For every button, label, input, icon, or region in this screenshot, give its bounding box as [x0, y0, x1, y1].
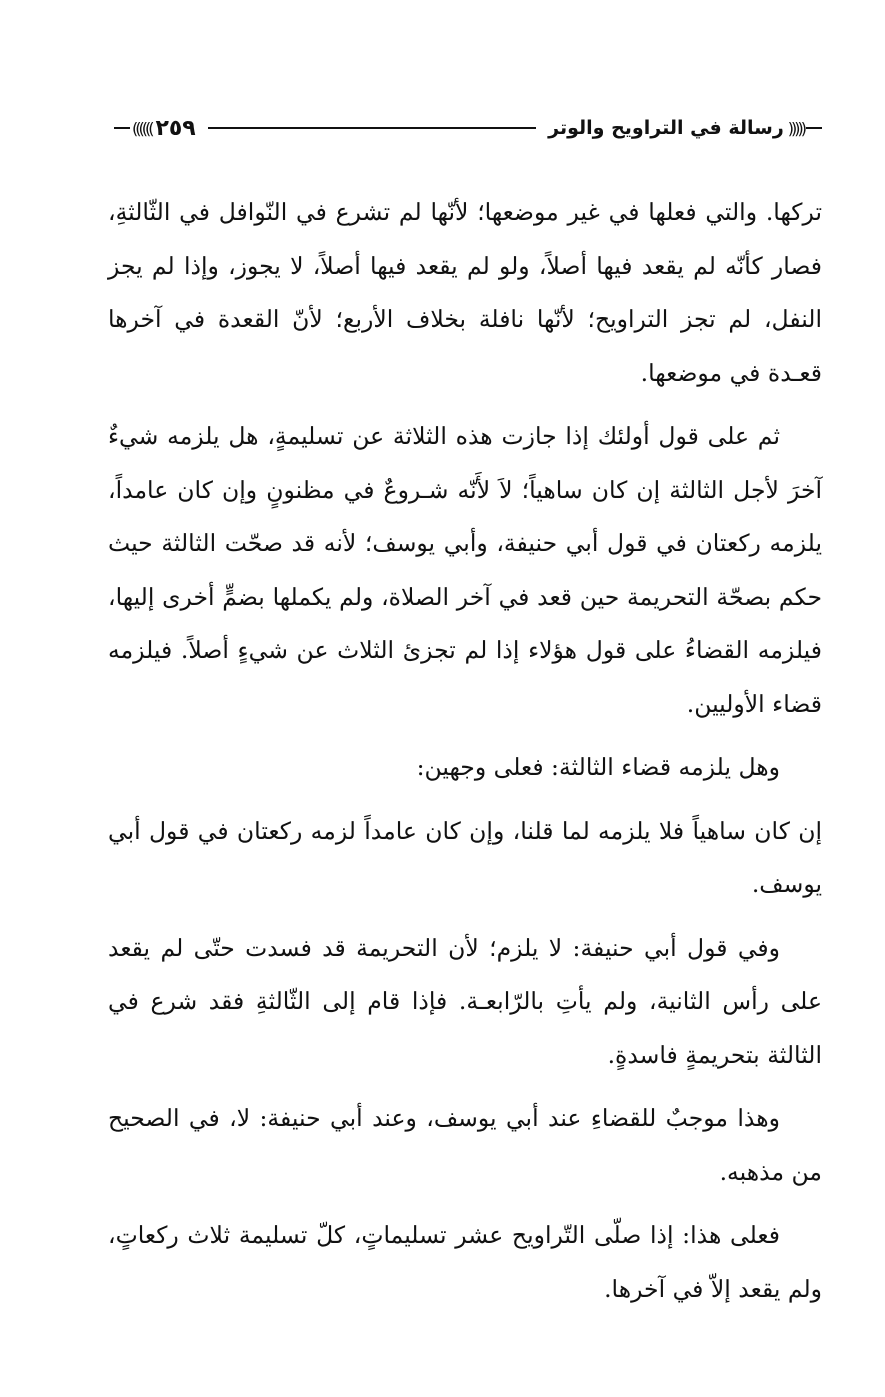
paragraph: إن كان ساهياً فلا يلزمه لما قلنا، وإن كان عامداً لزمه ركعتان في قول أبي يوسف.: [108, 816, 822, 898]
header-title: رسالة في التراويح والوتر: [548, 117, 784, 139]
paragraph: فعلى هذا: إذا صلّى التّراويح عشر تسليماتٍ، كلّ تسليمة ثلاث ركعاتٍ، ولم يقعد إلاّ في آخرها.: [108, 1221, 822, 1303]
header-rule: [208, 127, 536, 129]
header-ornament-left: )))))): [112, 119, 151, 138]
paragraph: تركها. والتي فعلها في غير موضعها؛ لأنّها لم تشرع في النّوافل في الثّالثةِ، فصار كأنّه لم يقعد فيها أصلاً، ولو لم يقعد فيها أصلاً، لا يجوز، وإذا لم يجز النفل، لم تجز التراويح؛ لأنّها نافلة بخلاف الأربع؛ لأنّ القعدة في آخرها قعـدة في موضعها.: [108, 198, 822, 387]
paragraph: ثم على قول أولئك إذا جازت هذه الثلاثة عن تسليمةٍ، هل يلزمه شيءٌ آخرَ لأجل الثالثة إن كان ساهياً؛ لاَ لأَنّه شـروعٌ في مظنونٍ وإن كان عامداً، يلزمه ركعتان في قول أبي حنيفة، وأبي يوسف؛ لأنه قد صحّت الثالثة حيث حكم بصحّة التحريمة حين قعد في آخر الصلاة، ولم يكملها بضمٍّ أخرى إليها، فيلزمه القضاءُ على قول هؤلاء إذا لم تجزئ الثلاث عن شيءٍ أصلاً. فيلزمه قضاء الأوليين.: [108, 422, 822, 718]
page-number: ٢٥٩: [155, 115, 196, 141]
paragraph: وهل يلزمه قضاء الثالثة: فعلى وجهين:: [416, 753, 780, 781]
body-text: [108, 186, 822, 1326]
paragraph: وهذا موجبٌ للقضاءِ عند أبي يوسف، وعند أبي حنيفة: لا، في الصحيح من مذهبه.: [108, 1104, 822, 1186]
running-header: [112, 108, 824, 148]
header-ornament-right: (((((: [788, 119, 824, 138]
paragraph: وفي قول أبي حنيفة: لا يلزم؛ لأن التحريمة قد فسدت حتّى لم يقعد على رأس الثانية، ولم يأتِ بالرّابعـة. فإذا قام إلى الثّالثةِ فقد شرع في الثالثة بتحريمةٍ فاسدةٍ.: [108, 933, 822, 1069]
